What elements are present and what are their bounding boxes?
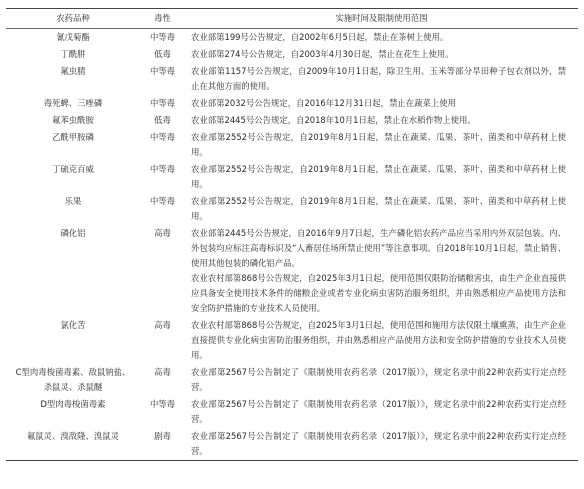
table-row (6, 161, 578, 193)
restriction-description-cell (185, 161, 578, 193)
table-row (6, 396, 578, 428)
restriction-paragraph: 农业部第2567号公告制定了《限制使用农药名录（2017版）》，规定名录中前22种农药实行定点经营。 (191, 367, 566, 392)
restriction-paragraph: 农业部第2567号公告制定了《限制使用农药名录（2017版）》，规定名录中前22种农药实行定点经营。 (191, 431, 566, 456)
table-row (6, 46, 578, 63)
pesticide-name-cell: 毒死蜱、三唑磷 (43, 98, 103, 108)
restriction-description-cell (185, 396, 578, 428)
toxicity-cell: 中等毒 (149, 66, 176, 76)
toxicity-cell: 中等毒 (149, 98, 176, 108)
table-row (6, 428, 578, 461)
toxicity-cell: 中等毒 (149, 399, 176, 409)
restriction-paragraph: 农业部第2567号公告制定了《限制使用农药名录（2017版）》，规定名录中前22种农药实行定点经营。 (191, 399, 566, 424)
restriction-description-cell (185, 112, 578, 129)
restriction-paragraph: 农业部第274号公告规定，自2003年4月30日起，禁止在花生上使用。 (191, 49, 454, 59)
pesticide-name-cell: 氰戊菊酯 (56, 32, 90, 42)
pesticide-name-cell: 氟虫腈 (60, 66, 86, 76)
table-header-row (6, 9, 578, 29)
restriction-description-cell (185, 317, 578, 364)
restriction-paragraph: 农业农村部第868号公告规定，自2025年3月1日起，使用范围仅限防治储粮害虫，由生产企业直接供应具备安全使用技术条件的储粮企业或者专业化病虫害防治服务组织，并由熟悉相应产品使用方法和安全防护措施的专业技术人员使用。 (191, 273, 566, 313)
toxicity-cell: 中等毒 (149, 32, 176, 42)
pesticide-name-cell: 氯化苦 (60, 320, 86, 330)
restriction-paragraph: 农业部第199号公告规定，自2002年6月5日起，禁止在茶树上使用。 (191, 32, 449, 42)
pesticide-name-cell: C型肉毒梭菌毒素、敌鼠钠盐、杀鼠灵、杀鼠醚 (15, 367, 131, 392)
restriction-paragraph: 农业部第2552号公告规定，自2019年8月1日起，禁止在蔬菜、瓜果、茶叶、菌类和中草药材上使用。 (191, 196, 566, 221)
toxicity-cell: 中等毒 (149, 196, 176, 206)
header-implementation-scope: 实施时间及限制使用范围 (335, 13, 428, 23)
table-row (6, 95, 578, 112)
header-toxicity: 毒性 (154, 13, 171, 23)
restriction-paragraph: 农业部第2552号公告规定，自2019年8月1日起，禁止在蔬菜、瓜果、茶叶、菌类和中草药材上使用。 (191, 164, 566, 189)
restriction-description-cell (185, 63, 578, 95)
pesticide-restriction-table (6, 8, 578, 461)
restriction-paragraph: 农业部第1157号公告规定，自2009年10月1日起，除卫生用、玉米等部分旱田种子包衣剂以外，禁止在其他方面的使用。 (191, 66, 566, 91)
pesticide-name-cell: 乙酰甲胺磷 (52, 132, 94, 142)
toxicity-cell: 低毒 (154, 115, 171, 125)
toxicity-cell: 剧毒 (154, 431, 171, 441)
table-row (6, 63, 578, 95)
toxicity-cell: 高毒 (154, 320, 171, 330)
table-row (6, 112, 578, 129)
header-pesticide-variety: 农药品种 (56, 13, 90, 23)
table-row (6, 225, 578, 317)
restriction-paragraph: 农业部第2032号公告规定，自2016年12月31日起，禁止在蔬菜上使用 (191, 98, 456, 108)
pesticide-name-cell: 氟苯虫酰胺 (52, 115, 94, 125)
restriction-description-cell (185, 46, 578, 63)
restriction-paragraph: 农业农村部第868号公告规定，自2025年3月1日起，使用范围和施用方法仅限土壤熏蒸，由生产企业直接提供专业化病虫害防治服务组织，并由熟悉相应产品使用方法和安全防护措施的专业技术人员使用。 (191, 320, 566, 360)
restriction-description-cell (185, 428, 578, 461)
pesticide-name-cell: 磷化铝 (60, 228, 86, 238)
toxicity-cell: 中等毒 (149, 164, 176, 174)
restriction-paragraph: 农业部第2445号公告规定，自2018年10月1日起，禁止在水稻作物上使用。 (191, 115, 476, 125)
toxicity-cell: 中等毒 (149, 132, 176, 142)
restriction-paragraph: 农业部第2552号公告规定，自2019年8月1日起，禁止在蔬菜、瓜果、茶叶、菌类和中草药材上使用。 (191, 132, 566, 157)
pesticide-name-cell: 乐果 (64, 196, 82, 206)
restriction-description-cell (185, 129, 578, 161)
pesticide-name-cell: 丁硫克百威 (52, 164, 94, 174)
restriction-paragraph: 农业部第2445号公告规定，自2016年9月7日起，生产磷化铝农药产品应当采用内外双层包装。内、外包装均应标注高毒标识及“人畜居住场所禁止使用”等注意事项。自2018年10月1日起，禁止销售、使用其他包装的磷化铝产品。 (191, 228, 566, 268)
restriction-description-cell (185, 364, 578, 396)
table-row (6, 317, 578, 364)
table-body (6, 29, 578, 461)
restriction-description-cell (185, 225, 578, 317)
restriction-description-cell (185, 95, 578, 112)
table-row (6, 129, 578, 161)
table-row (6, 29, 578, 47)
restriction-description-cell (185, 193, 578, 225)
table-row (6, 364, 578, 396)
toxicity-cell: 高毒 (154, 367, 171, 377)
pesticide-name-cell: 丁酰肼 (60, 49, 86, 59)
toxicity-cell: 高毒 (154, 228, 171, 238)
restriction-description-cell (185, 29, 578, 47)
toxicity-cell: 低毒 (154, 49, 171, 59)
pesticide-name-cell: D型肉毒梭菌毒素 (40, 399, 106, 409)
table-row (6, 193, 578, 225)
pesticide-name-cell: 氟鼠灵、溴敌隆、溴鼠灵 (26, 431, 120, 441)
